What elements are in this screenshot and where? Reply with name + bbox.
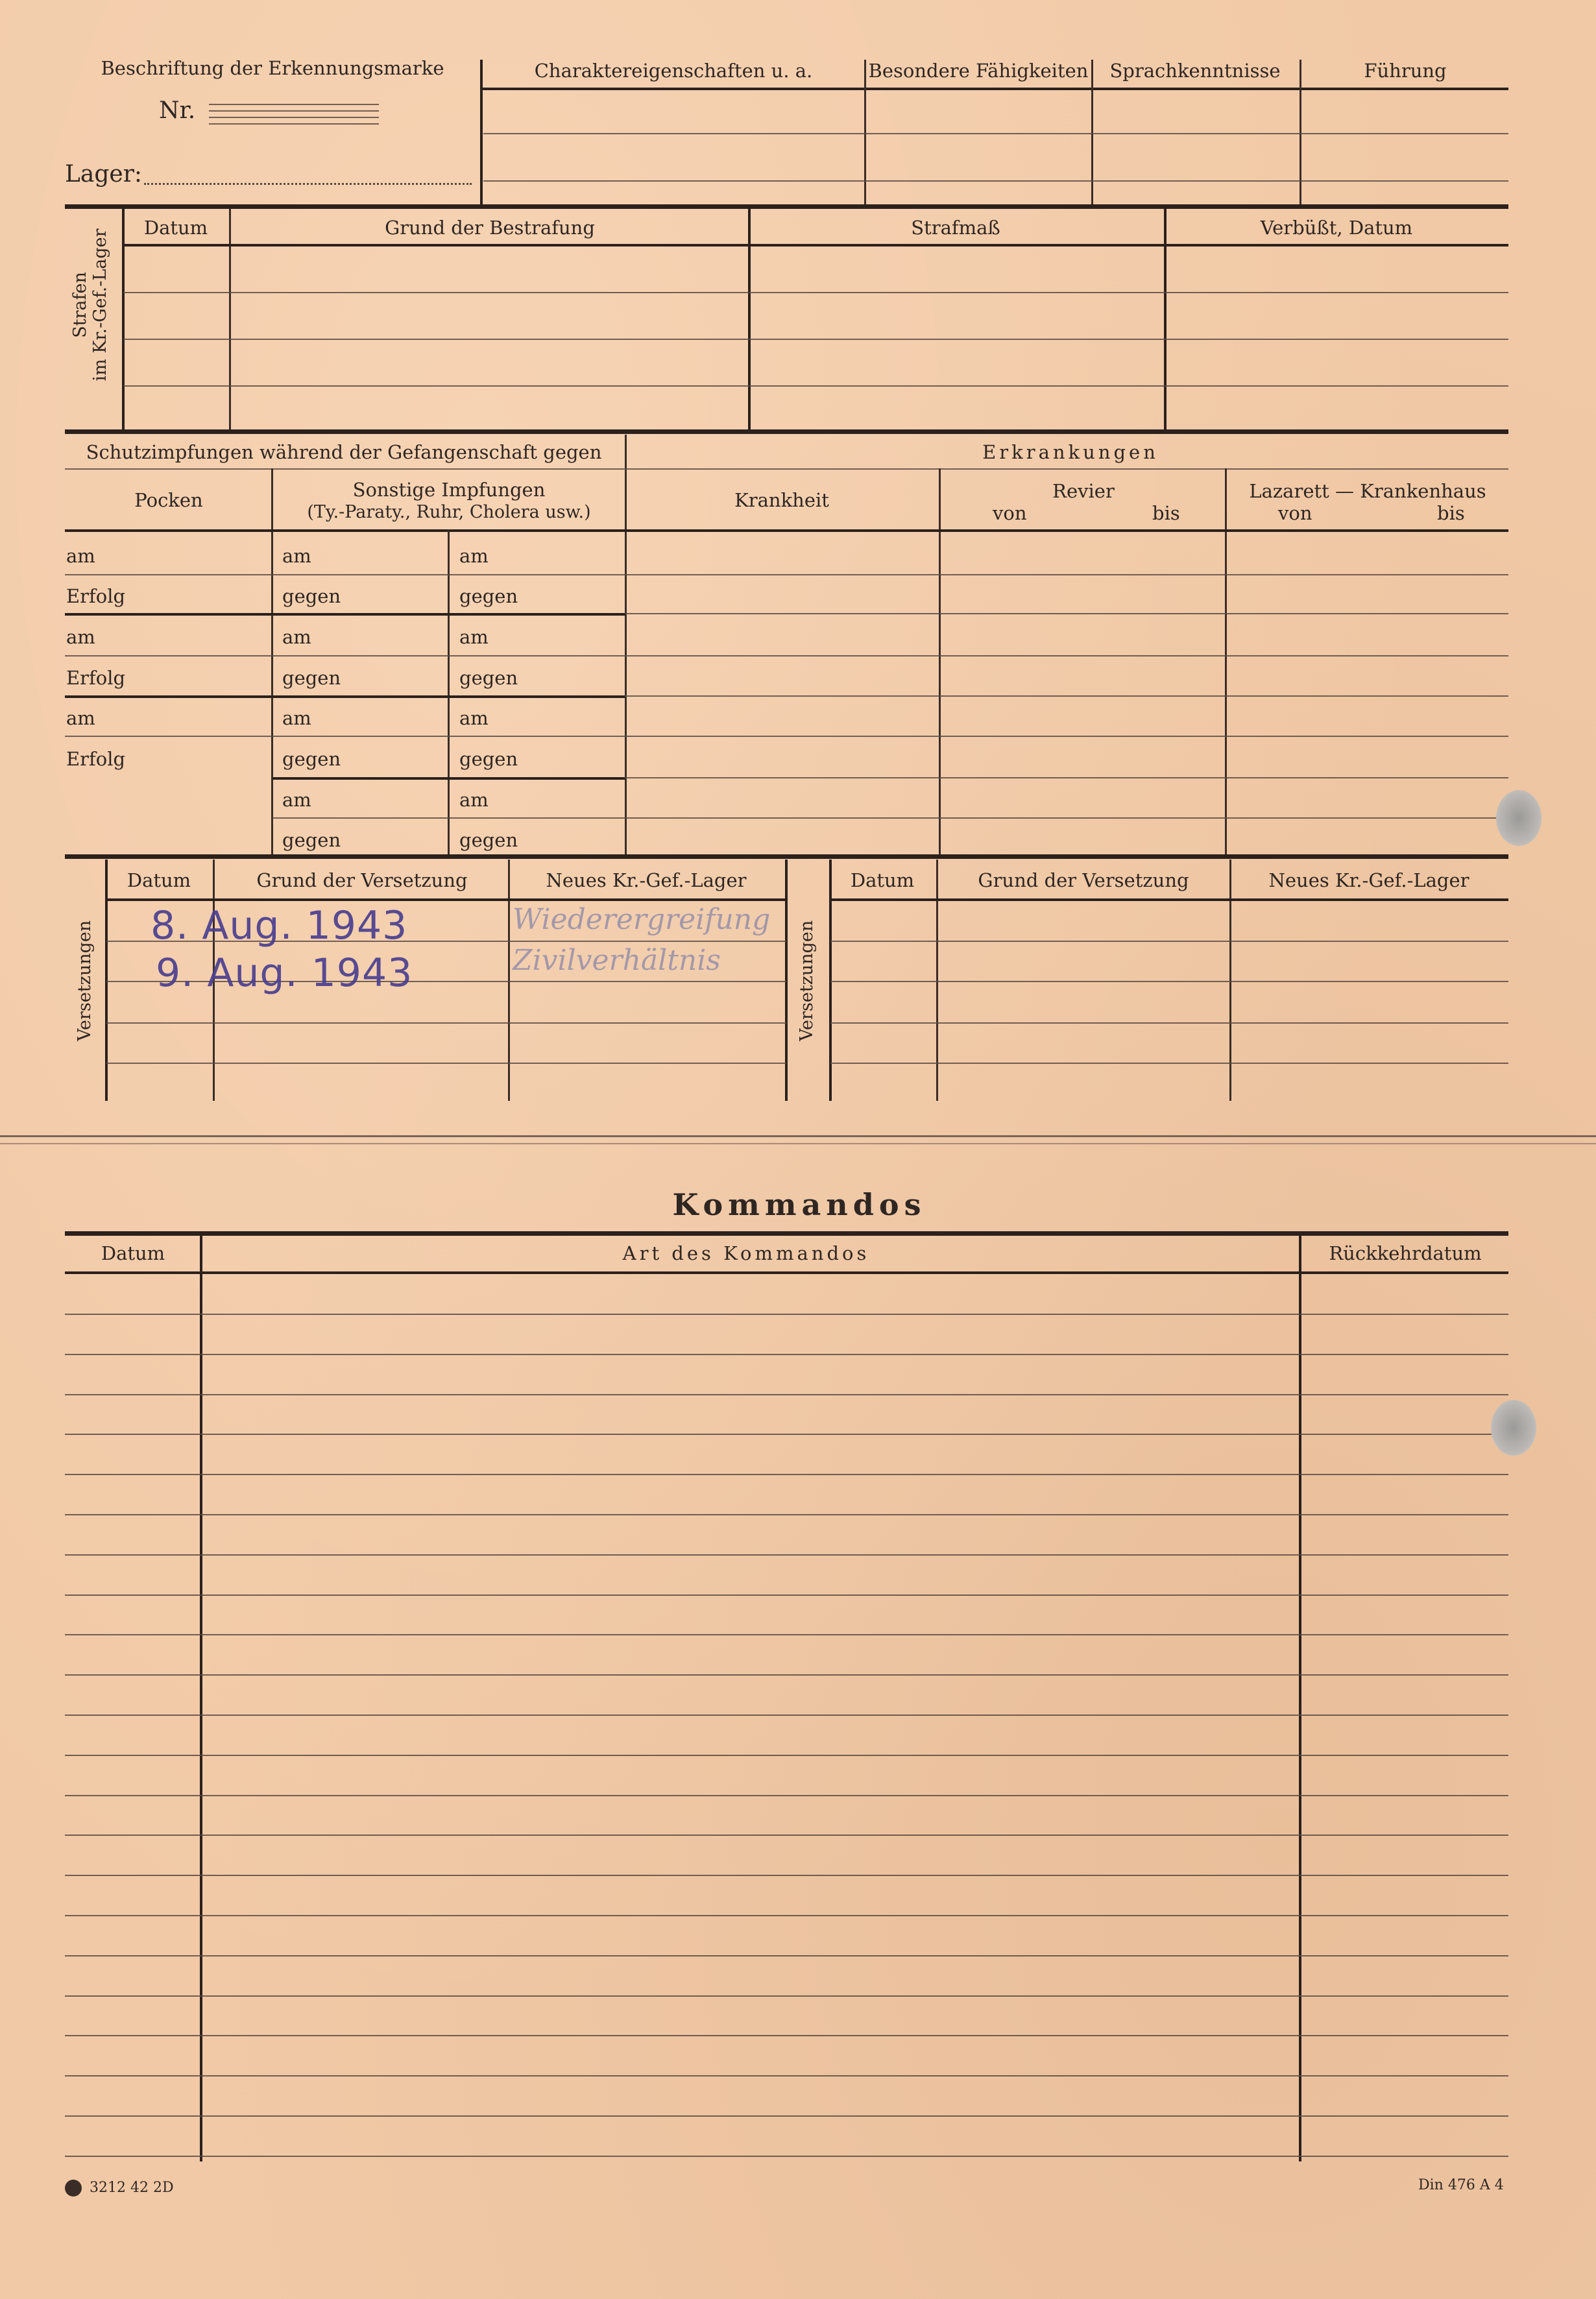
- sonstige-am-2a: am: [282, 626, 311, 648]
- kommandos-art-header: Art des Kommandos: [622, 1242, 870, 1264]
- kommando-row-line: [65, 1474, 1508, 1475]
- sonstige-am-3a: am: [282, 707, 311, 729]
- din-label: Din 476 A 4: [1418, 2177, 1504, 2193]
- erkrankungen-title: Erkrankungen: [982, 441, 1159, 463]
- handwritten-zivilverhaeltnis: Zivilverhältnis: [513, 944, 721, 977]
- impfungen-title: Schutzimpfungen während der Gefangenschaft gegen: [86, 441, 602, 463]
- sonstige-gegen-2b: gegen: [459, 667, 518, 689]
- sprachkenntnisse-label: Sprachkenntnisse: [1109, 60, 1281, 82]
- sonstige-am-4a: am: [282, 789, 311, 811]
- versetzung-grund-header-right: Grund der Versetzung: [978, 869, 1189, 891]
- versetzung-datum-header-left: Datum: [127, 869, 191, 891]
- strafen-datum-header: Datum: [143, 217, 208, 239]
- kommando-row-line: [65, 1955, 1508, 1956]
- pocken-am-2: am: [66, 626, 95, 648]
- kommando-row-line: [65, 1354, 1508, 1355]
- kommando-row-line: [65, 1795, 1508, 1796]
- punch-hole-2: [1491, 1400, 1536, 1456]
- kommando-row-line: [65, 1314, 1508, 1315]
- revier-bis: bis: [1152, 502, 1180, 524]
- lager-label: Lager:: [65, 161, 143, 187]
- versetzung-grund-header-left: Grund der Versetzung: [256, 869, 468, 891]
- pocken-header: Pocken: [134, 489, 203, 511]
- kommando-row-line: [65, 2115, 1508, 2117]
- kommando-row-line: [65, 2035, 1508, 2036]
- revier-von: von: [993, 502, 1027, 524]
- pocken-am-3: am: [66, 707, 95, 729]
- sonstige-header-1: Sonstige Impfungen: [352, 479, 546, 501]
- kommando-row-line: [65, 1835, 1508, 1836]
- sonstige-gegen-2a: gegen: [282, 667, 341, 689]
- form-code: 3212 42 2D: [90, 2180, 174, 2196]
- strafen-side-label-2: im Kr.-Gef.-Lager: [90, 228, 110, 381]
- kommando-row-line: [65, 1755, 1508, 1756]
- kommando-row-line: [65, 1434, 1508, 1435]
- kommando-row-line: [65, 1915, 1508, 1916]
- publisher-logo-icon: [65, 2180, 82, 2197]
- charakter-label: Charaktereigenschaften u. a.: [534, 60, 813, 82]
- handwritten-wiederergreifung: Wiederergreifung: [513, 903, 771, 936]
- stamp-date-1: 8. Aug. 1943: [151, 903, 408, 948]
- beschriftung-label: Beschriftung der Erkennungsmarke: [101, 57, 444, 79]
- kommando-row-line: [65, 1554, 1508, 1556]
- kommando-row-line: [65, 1394, 1508, 1395]
- kommando-row-line: [65, 1674, 1508, 1676]
- sonstige-am-1a: am: [282, 545, 311, 567]
- versetzung-lager-header-left: Neues Kr.-Gef.-Lager: [546, 869, 747, 891]
- kommando-row-line: [65, 1514, 1508, 1515]
- kommando-row-line: [65, 1995, 1508, 1997]
- lager-field[interactable]: [144, 183, 472, 185]
- sonstige-header-2: (Ty.-Paraty., Ruhr, Cholera usw.): [307, 502, 591, 522]
- lazarett-von: von: [1278, 502, 1312, 524]
- sonstige-am-4b: am: [459, 789, 489, 811]
- kommando-row-line: [65, 1715, 1508, 1716]
- versetzung-datum-header-right: Datum: [850, 869, 915, 891]
- versetzung-lager-header-right: Neues Kr.-Gef.-Lager: [1268, 869, 1469, 891]
- nr-label: Nr.: [159, 97, 196, 124]
- pocken-erfolg-2: Erfolg: [66, 667, 126, 689]
- stamp-date-2: 9. Aug. 1943: [156, 950, 413, 996]
- lazarett-header: Lazarett — Krankenhaus: [1249, 480, 1486, 502]
- kommando-row-line: [65, 1595, 1508, 1596]
- kommando-row-line: [65, 2075, 1508, 2076]
- pocken-erfolg-1: Erfolg: [66, 585, 126, 607]
- strafen-side-label: Strafen: [70, 272, 90, 338]
- sonstige-am-3b: am: [459, 707, 489, 729]
- kommando-row-line: [65, 2156, 1508, 2157]
- kommando-row-line: [65, 1634, 1508, 1635]
- sonstige-am-1b: am: [459, 545, 489, 567]
- sonstige-gegen-4a: gegen: [282, 829, 341, 851]
- pocken-am-1: am: [66, 545, 95, 567]
- sonstige-gegen-4b: gegen: [459, 829, 518, 851]
- pocken-erfolg-3: Erfolg: [66, 748, 126, 770]
- revier-header: Revier: [1052, 480, 1115, 502]
- kommando-row-line: [65, 1875, 1508, 1876]
- lazarett-bis: bis: [1437, 502, 1465, 524]
- sonstige-gegen-3b: gegen: [459, 748, 518, 770]
- strafen-grund-header: Grund der Bestrafung: [385, 217, 595, 239]
- punch-hole-1: [1496, 790, 1542, 846]
- sonstige-gegen-1a: gegen: [282, 585, 341, 607]
- fuehrung-label: Führung: [1364, 60, 1447, 82]
- versetzungen-side-left: Versetzungen: [75, 920, 95, 1041]
- kommandos-rueckkehr-header: Rückkehrdatum: [1329, 1242, 1482, 1264]
- strafen-strafmass-header: Strafmaß: [911, 217, 1000, 239]
- kommandos-datum-header: Datum: [101, 1242, 165, 1264]
- sonstige-gegen-3a: gegen: [282, 748, 341, 770]
- versetzungen-side-right: Versetzungen: [797, 920, 817, 1041]
- sonstige-gegen-1b: gegen: [459, 585, 518, 607]
- krankheit-header: Krankheit: [734, 489, 829, 511]
- strafen-verbuesst-header: Verbüßt, Datum: [1260, 217, 1413, 239]
- kommandos-title: Kommandos: [672, 1187, 926, 1222]
- sonstige-am-2b: am: [459, 626, 489, 648]
- faehigkeiten-label: Besondere Fähigkeiten: [868, 60, 1089, 82]
